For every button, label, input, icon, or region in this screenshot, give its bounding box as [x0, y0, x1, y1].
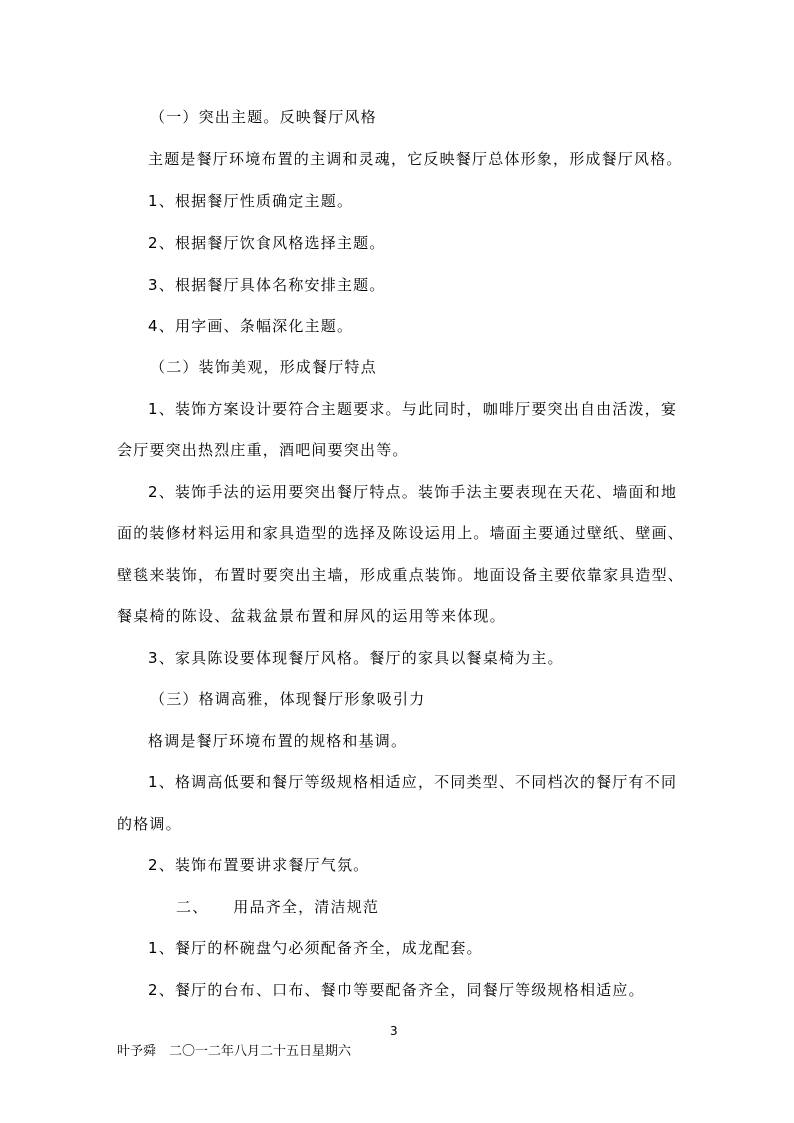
section-heading-3: （三）格调高雅，体现餐厅形象吸引力: [150, 690, 426, 708]
paragraph-continuation: 面的装修材料运用和家具造型的选择及陈设运用上。墙面主要通过壁纸、壁画、: [117, 524, 685, 542]
paragraph-line: 主题是餐厅环境布置的主调和灵魂，它反映餐厅总体形象，形成餐厅风格。: [148, 150, 683, 168]
paragraph-continuation: 餐桌椅的陈设、盆栽盆景布置和屏风的运用等来体现。: [117, 607, 506, 625]
list-item: 3、家具陈设要体现餐厅风格。餐厅的家具以餐桌椅为主。: [148, 649, 564, 667]
list-item: 2、根据餐厅饮食风格选择主题。: [148, 234, 386, 252]
page-footer: 叶予舜 二〇一二年八月二十五日星期六: [117, 1044, 352, 1059]
paragraph-continuation: 会厅要突出热烈庄重，酒吧间要突出等。: [117, 441, 409, 459]
paragraph-continuation: 壁毯来装饰，布置时要突出主墙，形成重点装饰。地面设备主要依靠家具造型、: [117, 566, 685, 584]
list-item: 4、用字画、条幅深化主题。: [148, 317, 354, 335]
list-item: 1、根据餐厅性质确定主题。: [148, 192, 354, 210]
list-item: 1、装饰方案设计要符合主题要求。与此同时，咖啡厅要突出自由活泼，宴: [148, 400, 678, 418]
list-item: 3、根据餐厅具体名称安排主题。: [148, 276, 386, 294]
paragraph-line: 格调是餐厅环境布置的规格和基调。: [148, 732, 408, 750]
section-heading-2: （二）装饰美观，形成餐厅特点: [150, 358, 377, 376]
section-heading-1: （一）突出主题。反映餐厅风格: [150, 108, 377, 126]
paragraph-continuation: 的格调。: [117, 815, 182, 833]
list-item: 2、餐厅的台布、口布、餐巾等要配备齐全，同餐厅等级规格相适应。: [148, 981, 645, 999]
page-number: 3: [390, 1024, 398, 1038]
list-item: 2、装饰手法的运用要突出餐厅特点。装饰手法主要表现在天花、墙面和地: [148, 483, 678, 501]
list-item: 1、格调高低要和餐厅等级规格相适应，不同类型、不同档次的餐厅有不同: [148, 773, 678, 791]
list-item: 2、装饰布置要讲求餐厅气氛。: [148, 856, 370, 874]
section-heading-main: 二、 用品齐全，清洁规范: [176, 898, 380, 916]
list-item: 1、餐厅的杯碗盘勺必须配备齐全，成龙配套。: [148, 939, 483, 957]
